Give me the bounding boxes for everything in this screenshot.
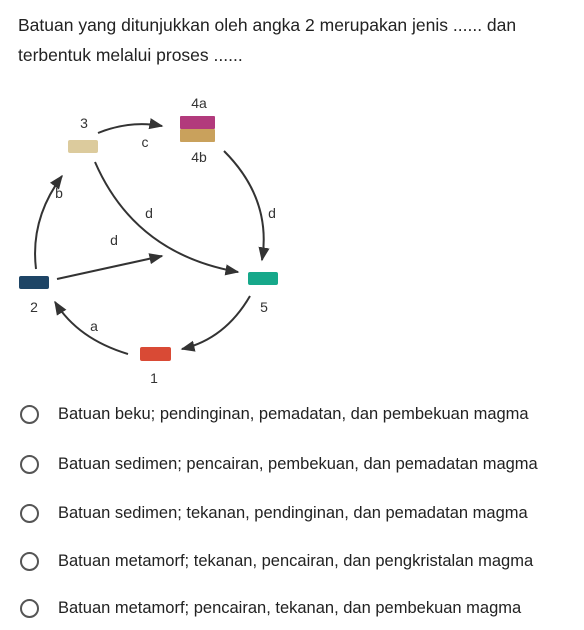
option-label: Batuan metamorf; pencairan, tekanan, dan pembekuan magma [58, 598, 522, 617]
option-label: Batuan metamorf; tekanan, pencairan, dan pengkristalan magma [58, 551, 534, 570]
rock-block-5 [248, 272, 278, 285]
question-line-2: terbentuk melalui proses ...... [18, 45, 243, 65]
option-c[interactable] [20, 498, 528, 528]
question-text [18, 10, 578, 70]
arrow-label-c: c [141, 134, 149, 150]
arrow-label-b: b [55, 185, 63, 201]
option-a[interactable] [20, 399, 529, 429]
rock-cycle-diagram [0, 84, 300, 394]
radio-button-icon[interactable] [20, 504, 39, 523]
rock-block-2 [19, 276, 49, 289]
node-label-1: 1 [150, 370, 158, 386]
node-label-2: 2 [30, 299, 38, 315]
option-label: Batuan sedimen; tekanan, pendinginan, dan pemadatan magma [58, 503, 528, 522]
radio-button-icon[interactable] [20, 599, 39, 618]
arrow-d-4-to-5 [224, 151, 264, 260]
arrow-label-a: a [90, 318, 98, 334]
rock-block-4a [180, 116, 215, 129]
rock-block-3 [68, 140, 98, 153]
option-e[interactable] [20, 593, 521, 623]
node-label-3: 3 [80, 115, 88, 131]
node-label-5: 5 [260, 299, 268, 315]
question-line-1: Batuan yang ditunjukkan oleh angka 2 merupakan jenis ...... dan [18, 15, 517, 35]
arrow-label-d-2-5: d [110, 232, 118, 248]
radio-button-icon[interactable] [20, 552, 39, 571]
rock-block-1 [140, 347, 171, 361]
arrow-c [98, 124, 162, 133]
option-b[interactable] [20, 449, 538, 479]
arrow-d-3-to-5 [95, 162, 238, 272]
arrow-5-to-1 [182, 296, 250, 349]
option-label: Batuan sedimen; pencairan, pembekuan, dan pemadatan magma [58, 454, 538, 473]
node-label-4a: 4a [191, 95, 207, 111]
option-label: Batuan beku; pendinginan, pemadatan, dan pembekuan magma [58, 404, 529, 423]
arrow-d-2-to-5 [57, 256, 162, 279]
radio-button-icon[interactable] [20, 405, 39, 424]
arrow-label-d-3-5: d [145, 205, 153, 221]
node-label-4b: 4b [191, 149, 207, 165]
arrow-label-d-4-5: d [268, 205, 276, 221]
radio-button-icon[interactable] [20, 455, 39, 474]
rock-block-4b [180, 129, 215, 142]
option-d[interactable] [20, 546, 533, 576]
